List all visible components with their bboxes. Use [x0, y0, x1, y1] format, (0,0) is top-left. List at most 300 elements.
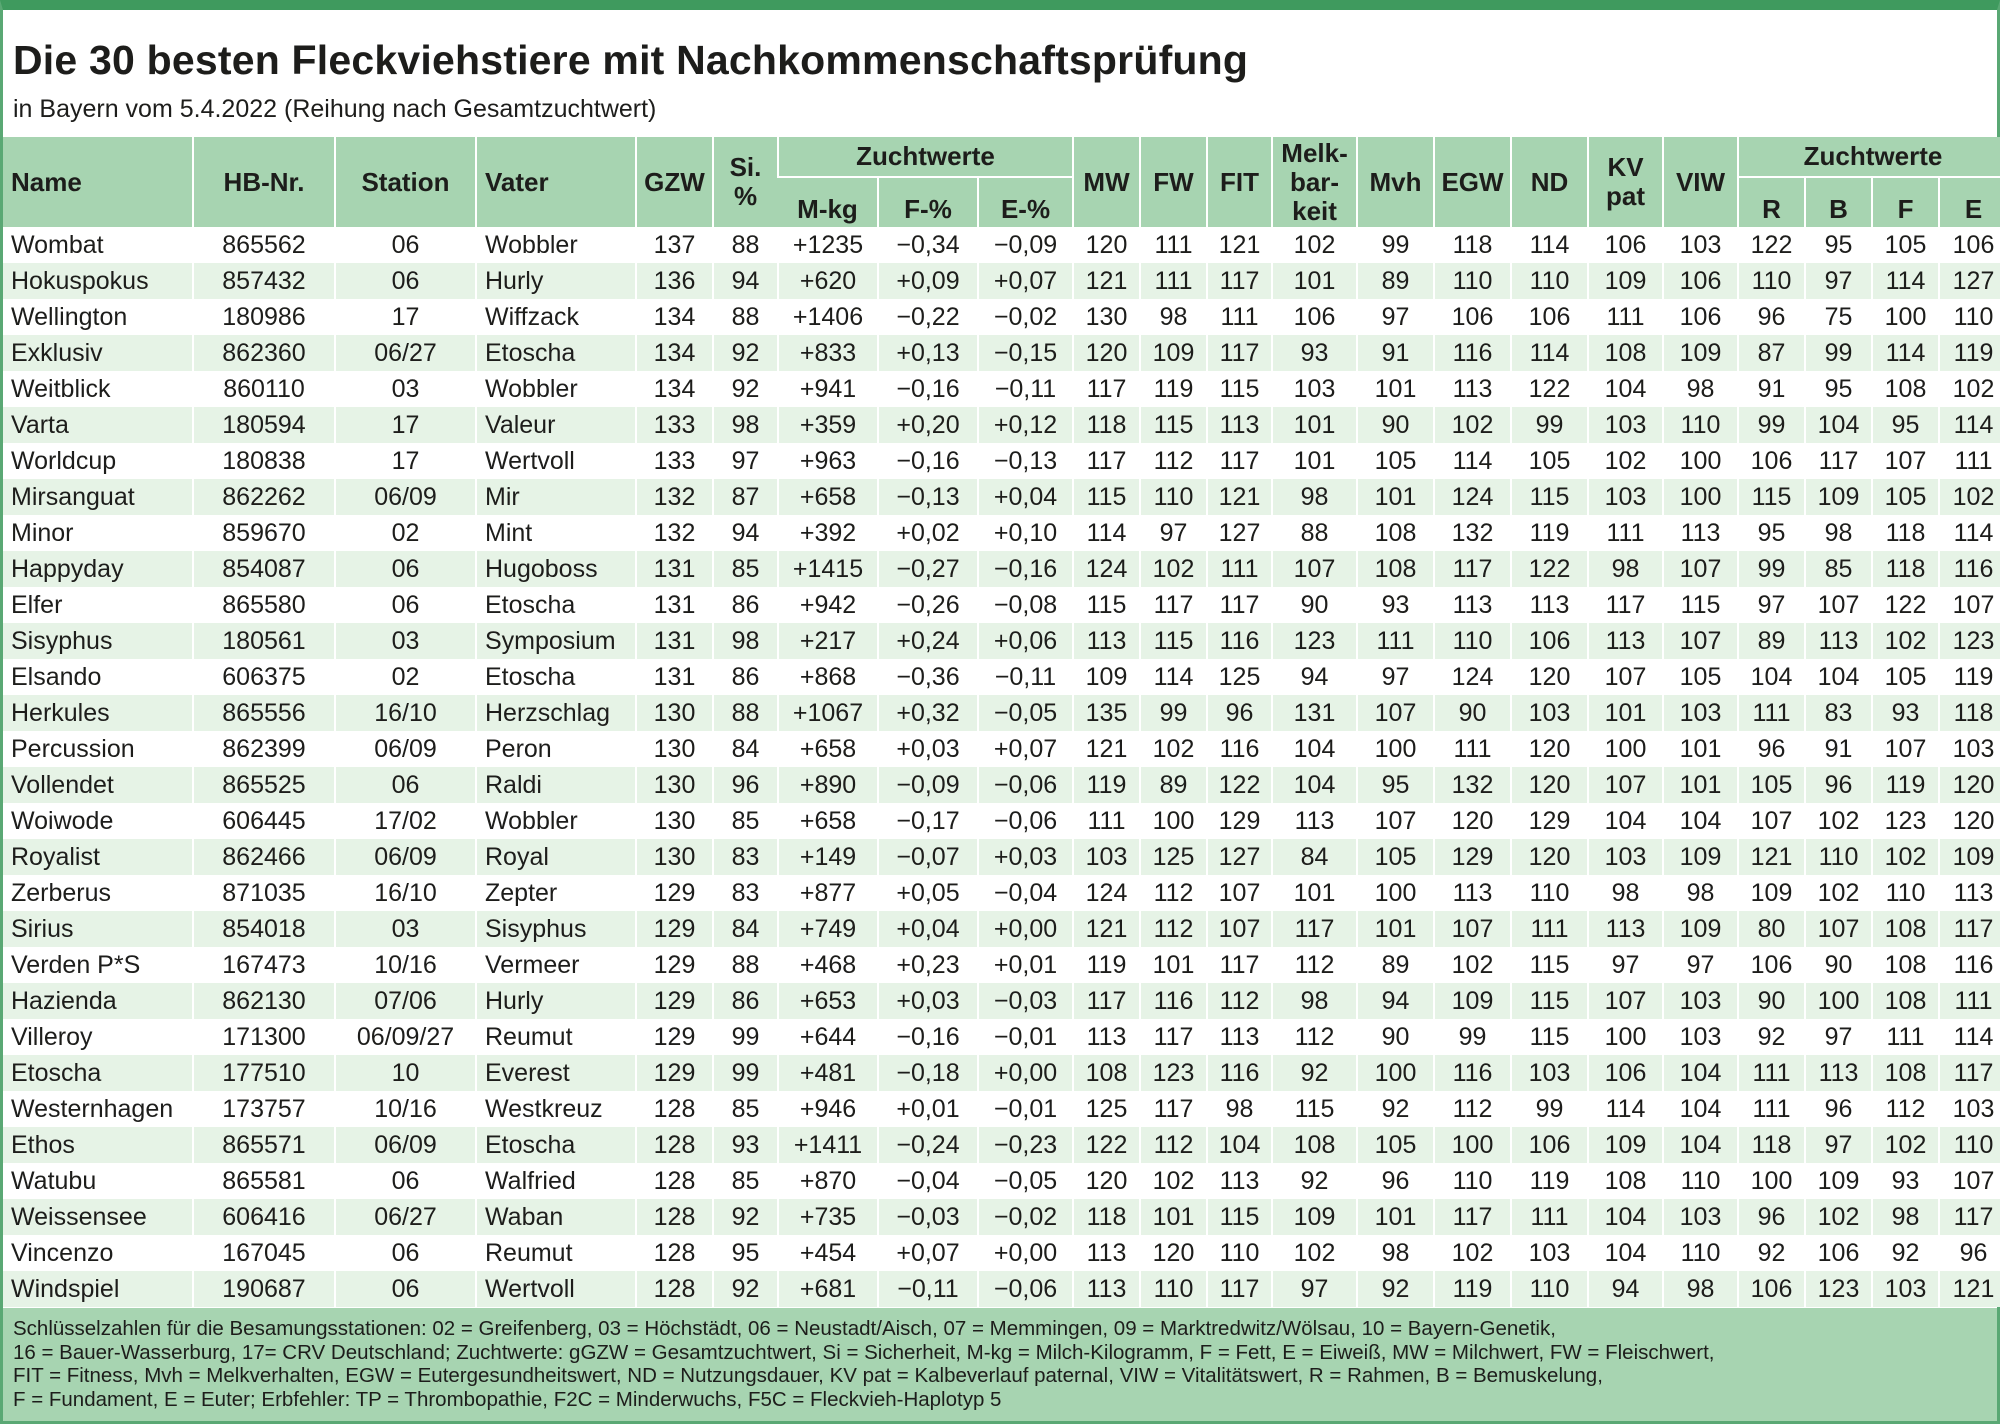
cell-fw: 115: [1140, 623, 1207, 659]
cell-egw: 109: [1434, 983, 1511, 1019]
cell-r: 104: [1738, 659, 1805, 695]
cell-mvh: 98: [1357, 1235, 1434, 1271]
cell-e: 111: [1939, 983, 2000, 1019]
cell-name: Woiwode: [3, 803, 193, 839]
cell-station: 10/16: [335, 947, 476, 983]
cell-hb-nr: 860110: [193, 371, 335, 407]
table-row: [3, 335, 2000, 371]
cell-f-pct: −0,24: [878, 1127, 978, 1163]
cell-name: Mirsanguat: [3, 479, 193, 515]
cell-station: 03: [335, 911, 476, 947]
col-m-kg-header: M-kg: [778, 177, 878, 227]
cell-station: 03: [335, 371, 476, 407]
cell-gzw: 133: [636, 443, 713, 479]
table-body: [3, 227, 2000, 1307]
cell-hb-nr: 171300: [193, 1019, 335, 1055]
cell-vater: Wobbler: [476, 371, 636, 407]
cell-b: 97: [1805, 1019, 1872, 1055]
cell-kv-pat: 109: [1588, 1127, 1663, 1163]
header: [13, 32, 1248, 126]
cell-e-pct: +0,04: [978, 479, 1073, 515]
cell-b: 99: [1805, 335, 1872, 371]
cell-mvh: 107: [1357, 803, 1434, 839]
cell-mvh: 92: [1357, 1091, 1434, 1127]
table-row: [3, 1019, 2000, 1055]
cell-r: 92: [1738, 1235, 1805, 1271]
cell-vater: Sisyphus: [476, 911, 636, 947]
cell-b: 107: [1805, 587, 1872, 623]
cell-fw: 102: [1140, 551, 1207, 587]
cell-mvh: 105: [1357, 839, 1434, 875]
cell-r: 109: [1738, 875, 1805, 911]
cell-hb-nr: 865580: [193, 587, 335, 623]
cell-m-kg: +1067: [778, 695, 878, 731]
cell-m-kg: +1415: [778, 551, 878, 587]
cell-b: 117: [1805, 443, 1872, 479]
cell-fit: 104: [1207, 1127, 1272, 1163]
cell-egw: 113: [1434, 875, 1511, 911]
table-row: [3, 479, 2000, 515]
cell-egw: 100: [1434, 1127, 1511, 1163]
cell-si: 92: [713, 335, 778, 371]
cell-fit: 122: [1207, 767, 1272, 803]
cell-r: 107: [1738, 803, 1805, 839]
table-row: [3, 1235, 2000, 1271]
col-e-pct-header: E-%: [978, 177, 1073, 227]
cell-f: 118: [1872, 551, 1939, 587]
cell-fit: 96: [1207, 695, 1272, 731]
cell-gzw: 128: [636, 1091, 713, 1127]
cell-nd: 129: [1511, 803, 1588, 839]
cell-fw: 114: [1140, 659, 1207, 695]
cell-name: Elfer: [3, 587, 193, 623]
cell-hb-nr: 865581: [193, 1163, 335, 1199]
cell-name: Sirius: [3, 911, 193, 947]
cell-mw: 111: [1073, 803, 1140, 839]
table-row: [3, 299, 2000, 335]
cell-mvh: 111: [1357, 623, 1434, 659]
cell-si: 85: [713, 551, 778, 587]
cell-egw: 110: [1434, 1163, 1511, 1199]
cell-r: 87: [1738, 335, 1805, 371]
cell-mw: 124: [1073, 875, 1140, 911]
cell-mvh: 107: [1357, 695, 1434, 731]
cell-viw: 103: [1663, 227, 1738, 263]
cell-vater: Peron: [476, 731, 636, 767]
cell-b: 91: [1805, 731, 1872, 767]
cell-e-pct: −0,06: [978, 767, 1073, 803]
cell-mvh: 101: [1357, 371, 1434, 407]
cell-f-pct: +0,09: [878, 263, 978, 299]
cell-mvh: 108: [1357, 551, 1434, 587]
col-kv-pat-header: [1588, 137, 1663, 227]
cell-r: 80: [1738, 911, 1805, 947]
cell-kv-pat: 103: [1588, 407, 1663, 443]
cell-f-pct: +0,02: [878, 515, 978, 551]
cell-b: 90: [1805, 947, 1872, 983]
cell-gzw: 129: [636, 983, 713, 1019]
cell-mw: 120: [1073, 335, 1140, 371]
cell-e-pct: −0,11: [978, 371, 1073, 407]
cell-f-pct: +0,20: [878, 407, 978, 443]
cell-b: 96: [1805, 1091, 1872, 1127]
cell-r: 95: [1738, 515, 1805, 551]
cell-hb-nr: 177510: [193, 1055, 335, 1091]
cell-egw: 110: [1434, 623, 1511, 659]
cell-fw: 97: [1140, 515, 1207, 551]
cell-r: 96: [1738, 731, 1805, 767]
cell-mvh: 99: [1357, 227, 1434, 263]
cell-m-kg: +620: [778, 263, 878, 299]
cell-fw: 110: [1140, 1271, 1207, 1307]
cell-egw: 90: [1434, 695, 1511, 731]
cell-fit: 112: [1207, 983, 1272, 1019]
cell-melkbarkeit: 108: [1272, 1127, 1357, 1163]
cell-melkbarkeit: 113: [1272, 803, 1357, 839]
cell-f: 93: [1872, 695, 1939, 731]
cell-name: Weissensee: [3, 1199, 193, 1235]
cell-nd: 115: [1511, 947, 1588, 983]
cell-m-kg: +658: [778, 803, 878, 839]
cell-e-pct: +0,00: [978, 1235, 1073, 1271]
cell-name: Villeroy: [3, 1019, 193, 1055]
kv-header-line2: pat: [1606, 181, 1646, 211]
cell-fw: 102: [1140, 731, 1207, 767]
cell-r: 106: [1738, 947, 1805, 983]
cell-fw: 110: [1140, 479, 1207, 515]
cell-r: 100: [1738, 1163, 1805, 1199]
cell-r: 89: [1738, 623, 1805, 659]
cell-melkbarkeit: 104: [1272, 767, 1357, 803]
cell-f: 118: [1872, 515, 1939, 551]
cell-hb-nr: 865556: [193, 695, 335, 731]
cell-station: 03: [335, 623, 476, 659]
cell-nd: 103: [1511, 695, 1588, 731]
col-egw-header: EGW: [1434, 137, 1511, 227]
cell-fw: 100: [1140, 803, 1207, 839]
cell-e: 117: [1939, 1055, 2000, 1091]
table-row: [3, 875, 2000, 911]
cell-name: Hazienda: [3, 983, 193, 1019]
bull-ranking-table: [3, 137, 2000, 1307]
cell-station: 10: [335, 1055, 476, 1091]
cell-fit: 117: [1207, 335, 1272, 371]
cell-viw: 115: [1663, 587, 1738, 623]
cell-viw: 109: [1663, 839, 1738, 875]
cell-station: 06: [335, 551, 476, 587]
cell-si: 86: [713, 983, 778, 1019]
col-vater-header: Vater: [476, 137, 636, 227]
cell-melkbarkeit: 101: [1272, 263, 1357, 299]
cell-nd: 115: [1511, 983, 1588, 1019]
si-header-line2: %: [733, 181, 758, 211]
cell-melkbarkeit: 131: [1272, 695, 1357, 731]
cell-f: 107: [1872, 731, 1939, 767]
cell-melkbarkeit: 112: [1272, 947, 1357, 983]
cell-e: 120: [1939, 767, 2000, 803]
cell-melkbarkeit: 112: [1272, 1019, 1357, 1055]
cell-mw: 119: [1073, 947, 1140, 983]
cell-viw: 104: [1663, 1127, 1738, 1163]
cell-kv-pat: 97: [1588, 947, 1663, 983]
cell-f-pct: −0,13: [878, 479, 978, 515]
cell-gzw: 129: [636, 1055, 713, 1091]
cell-viw: 101: [1663, 731, 1738, 767]
footnote-line: 16 = Bauer-Wasserburg, 17= CRV Deutschland; Zuchtwerte: gGZW = Gesamtzuchtwert, Si = Sicherheit, M-kg = Milch-Kilogramm, F = Fett, E = Eiweiß, MW = Milchwert, FW = Fleischwert,: [13, 1340, 1715, 1364]
cell-melkbarkeit: 88: [1272, 515, 1357, 551]
col-hb-nr-header: HB-Nr.: [193, 137, 335, 227]
cell-mvh: 100: [1357, 731, 1434, 767]
cell-kv-pat: 100: [1588, 1019, 1663, 1055]
cell-name: Vollendet: [3, 767, 193, 803]
cell-kv-pat: 103: [1588, 839, 1663, 875]
cell-kv-pat: 104: [1588, 803, 1663, 839]
cell-name: Percussion: [3, 731, 193, 767]
cell-gzw: 134: [636, 299, 713, 335]
cell-vater: Symposium: [476, 623, 636, 659]
melk-header-line1: Melk-: [1281, 137, 1348, 168]
cell-kv-pat: 104: [1588, 1199, 1663, 1235]
cell-gzw: 130: [636, 839, 713, 875]
cell-si: 86: [713, 659, 778, 695]
cell-nd: 106: [1511, 623, 1588, 659]
cell-b: 106: [1805, 1235, 1872, 1271]
cell-mw: 121: [1073, 263, 1140, 299]
cell-fw: 99: [1140, 695, 1207, 731]
cell-vater: Valeur: [476, 407, 636, 443]
cell-egw: 113: [1434, 371, 1511, 407]
cell-m-kg: +1235: [778, 227, 878, 263]
cell-f: 122: [1872, 587, 1939, 623]
cell-viw: 104: [1663, 1055, 1738, 1091]
cell-mw: 117: [1073, 983, 1140, 1019]
cell-gzw: 131: [636, 551, 713, 587]
cell-fw: 117: [1140, 587, 1207, 623]
cell-e: 107: [1939, 1163, 2000, 1199]
cell-r: 121: [1738, 839, 1805, 875]
cell-melkbarkeit: 92: [1272, 1163, 1357, 1199]
cell-e-pct: −0,15: [978, 335, 1073, 371]
cell-si: 88: [713, 695, 778, 731]
table-row: [3, 695, 2000, 731]
cell-egw: 102: [1434, 947, 1511, 983]
cell-hb-nr: 173757: [193, 1091, 335, 1127]
col-mvh-header: Mvh: [1357, 137, 1434, 227]
cell-hb-nr: 871035: [193, 875, 335, 911]
cell-b: 104: [1805, 407, 1872, 443]
cell-f-pct: −0,16: [878, 443, 978, 479]
cell-f-pct: −0,09: [878, 767, 978, 803]
cell-egw: 116: [1434, 1055, 1511, 1091]
cell-e-pct: +0,07: [978, 731, 1073, 767]
cell-station: 06: [335, 227, 476, 263]
cell-vater: Waban: [476, 1199, 636, 1235]
cell-viw: 110: [1663, 1235, 1738, 1271]
cell-e-pct: −0,16: [978, 551, 1073, 587]
cell-si: 85: [713, 803, 778, 839]
cell-m-kg: +890: [778, 767, 878, 803]
cell-fw: 112: [1140, 1127, 1207, 1163]
cell-hb-nr: 865562: [193, 227, 335, 263]
cell-f: 107: [1872, 443, 1939, 479]
cell-station: 06/27: [335, 1199, 476, 1235]
cell-fit: 113: [1207, 1019, 1272, 1055]
cell-hb-nr: 606445: [193, 803, 335, 839]
cell-m-kg: +868: [778, 659, 878, 695]
cell-kv-pat: 106: [1588, 1055, 1663, 1091]
cell-kv-pat: 108: [1588, 1163, 1663, 1199]
cell-e: 118: [1939, 695, 2000, 731]
cell-m-kg: +644: [778, 1019, 878, 1055]
cell-e: 103: [1939, 731, 2000, 767]
cell-gzw: 132: [636, 515, 713, 551]
cell-gzw: 137: [636, 227, 713, 263]
cell-nd: 105: [1511, 443, 1588, 479]
cell-hb-nr: 865571: [193, 1127, 335, 1163]
cell-gzw: 130: [636, 767, 713, 803]
cell-m-kg: +454: [778, 1235, 878, 1271]
footnote-line: FIT = Fitness, Mvh = Melkverhalten, EGW = Eutergesundheitswert, ND = Nutzungsdauer, KV pat = Kalbeverlauf paternal, VIW = Vitalitätswert, R = Rahmen, B = Bemuskelung,: [13, 1364, 1603, 1387]
cell-b: 97: [1805, 263, 1872, 299]
cell-f-pct: −0,36: [878, 659, 978, 695]
cell-si: 83: [713, 875, 778, 911]
cell-melkbarkeit: 101: [1272, 875, 1357, 911]
cell-r: 97: [1738, 587, 1805, 623]
cell-vater: Mint: [476, 515, 636, 551]
cell-f: 108: [1872, 983, 1939, 1019]
cell-mvh: 97: [1357, 299, 1434, 335]
cell-mvh: 105: [1357, 443, 1434, 479]
cell-vater: Westkreuz: [476, 1091, 636, 1127]
cell-fw: 125: [1140, 839, 1207, 875]
cell-mw: 124: [1073, 551, 1140, 587]
cell-m-kg: +359: [778, 407, 878, 443]
table-row: [3, 515, 2000, 551]
cell-e-pct: −0,11: [978, 659, 1073, 695]
cell-e-pct: +0,12: [978, 407, 1073, 443]
cell-vater: Wertvoll: [476, 1271, 636, 1307]
cell-hb-nr: 167473: [193, 947, 335, 983]
cell-kv-pat: 117: [1588, 587, 1663, 623]
cell-r: 111: [1738, 1091, 1805, 1127]
cell-name: Sisyphus: [3, 623, 193, 659]
cell-mw: 122: [1073, 1127, 1140, 1163]
cell-r: 118: [1738, 1127, 1805, 1163]
cell-f: 123: [1872, 803, 1939, 839]
cell-station: 06/09: [335, 839, 476, 875]
cell-r: 115: [1738, 479, 1805, 515]
cell-egw: 117: [1434, 1199, 1511, 1235]
cell-e: 114: [1939, 515, 2000, 551]
cell-egw: 113: [1434, 587, 1511, 623]
cell-mvh: 93: [1357, 587, 1434, 623]
cell-egw: 99: [1434, 1019, 1511, 1055]
cell-viw: 110: [1663, 1163, 1738, 1199]
cell-f-pct: +0,07: [878, 1235, 978, 1271]
cell-viw: 103: [1663, 1019, 1738, 1055]
cell-f: 103: [1872, 1271, 1939, 1307]
cell-e-pct: −0,02: [978, 299, 1073, 335]
cell-r: 91: [1738, 371, 1805, 407]
cell-kv-pat: 102: [1588, 443, 1663, 479]
cell-f-pct: +0,05: [878, 875, 978, 911]
cell-e: 96: [1939, 1235, 2000, 1271]
cell-e: 110: [1939, 1127, 2000, 1163]
cell-fw: 119: [1140, 371, 1207, 407]
cell-f: 111: [1872, 1019, 1939, 1055]
cell-fit: 117: [1207, 947, 1272, 983]
cell-egw: 129: [1434, 839, 1511, 875]
cell-f-pct: −0,11: [878, 1271, 978, 1307]
cell-hb-nr: 859670: [193, 515, 335, 551]
cell-vater: Hurly: [476, 983, 636, 1019]
cell-nd: 122: [1511, 371, 1588, 407]
cell-si: 92: [713, 371, 778, 407]
cell-mw: 121: [1073, 911, 1140, 947]
cell-kv-pat: 106: [1588, 227, 1663, 263]
cell-f: 102: [1872, 623, 1939, 659]
cell-name: Minor: [3, 515, 193, 551]
cell-vater: Zepter: [476, 875, 636, 911]
cell-kv-pat: 113: [1588, 911, 1663, 947]
cell-name: Royalist: [3, 839, 193, 875]
cell-b: 113: [1805, 623, 1872, 659]
cell-station: 02: [335, 659, 476, 695]
cell-f-pct: −0,17: [878, 803, 978, 839]
cell-f: 93: [1872, 1163, 1939, 1199]
cell-si: 92: [713, 1199, 778, 1235]
cell-station: 06: [335, 1235, 476, 1271]
table-row: [3, 1091, 2000, 1127]
cell-vater: Wobbler: [476, 227, 636, 263]
cell-mvh: 89: [1357, 947, 1434, 983]
cell-e-pct: +0,06: [978, 623, 1073, 659]
cell-hb-nr: 190687: [193, 1271, 335, 1307]
cell-si: 83: [713, 839, 778, 875]
cell-f: 95: [1872, 407, 1939, 443]
cell-mw: 118: [1073, 407, 1140, 443]
cell-egw: 106: [1434, 299, 1511, 335]
cell-m-kg: +217: [778, 623, 878, 659]
cell-name: Watubu: [3, 1163, 193, 1199]
footnote-legend: [3, 1308, 1997, 1421]
cell-nd: 114: [1511, 335, 1588, 371]
col-f-pct-header: F-%: [878, 177, 978, 227]
cell-vater: Hugoboss: [476, 551, 636, 587]
cell-e-pct: −0,05: [978, 695, 1073, 731]
cell-f-pct: +0,03: [878, 983, 978, 1019]
cell-si: 94: [713, 263, 778, 299]
cell-nd: 120: [1511, 659, 1588, 695]
cell-mvh: 92: [1357, 1271, 1434, 1307]
cell-viw: 97: [1663, 947, 1738, 983]
cell-fw: 112: [1140, 443, 1207, 479]
cell-fit: 115: [1207, 1199, 1272, 1235]
cell-e: 102: [1939, 479, 2000, 515]
cell-vater: Raldi: [476, 767, 636, 803]
cell-m-kg: +833: [778, 335, 878, 371]
cell-vater: Etoscha: [476, 335, 636, 371]
melk-header-line2: bar-: [1289, 166, 1340, 197]
table-row: [3, 587, 2000, 623]
cell-name: Weitblick: [3, 371, 193, 407]
cell-gzw: 128: [636, 1127, 713, 1163]
cell-m-kg: +1411: [778, 1127, 878, 1163]
cell-kv-pat: 111: [1588, 299, 1663, 335]
cell-f-pct: +0,24: [878, 623, 978, 659]
cell-si: 88: [713, 947, 778, 983]
cell-si: 85: [713, 1163, 778, 1199]
